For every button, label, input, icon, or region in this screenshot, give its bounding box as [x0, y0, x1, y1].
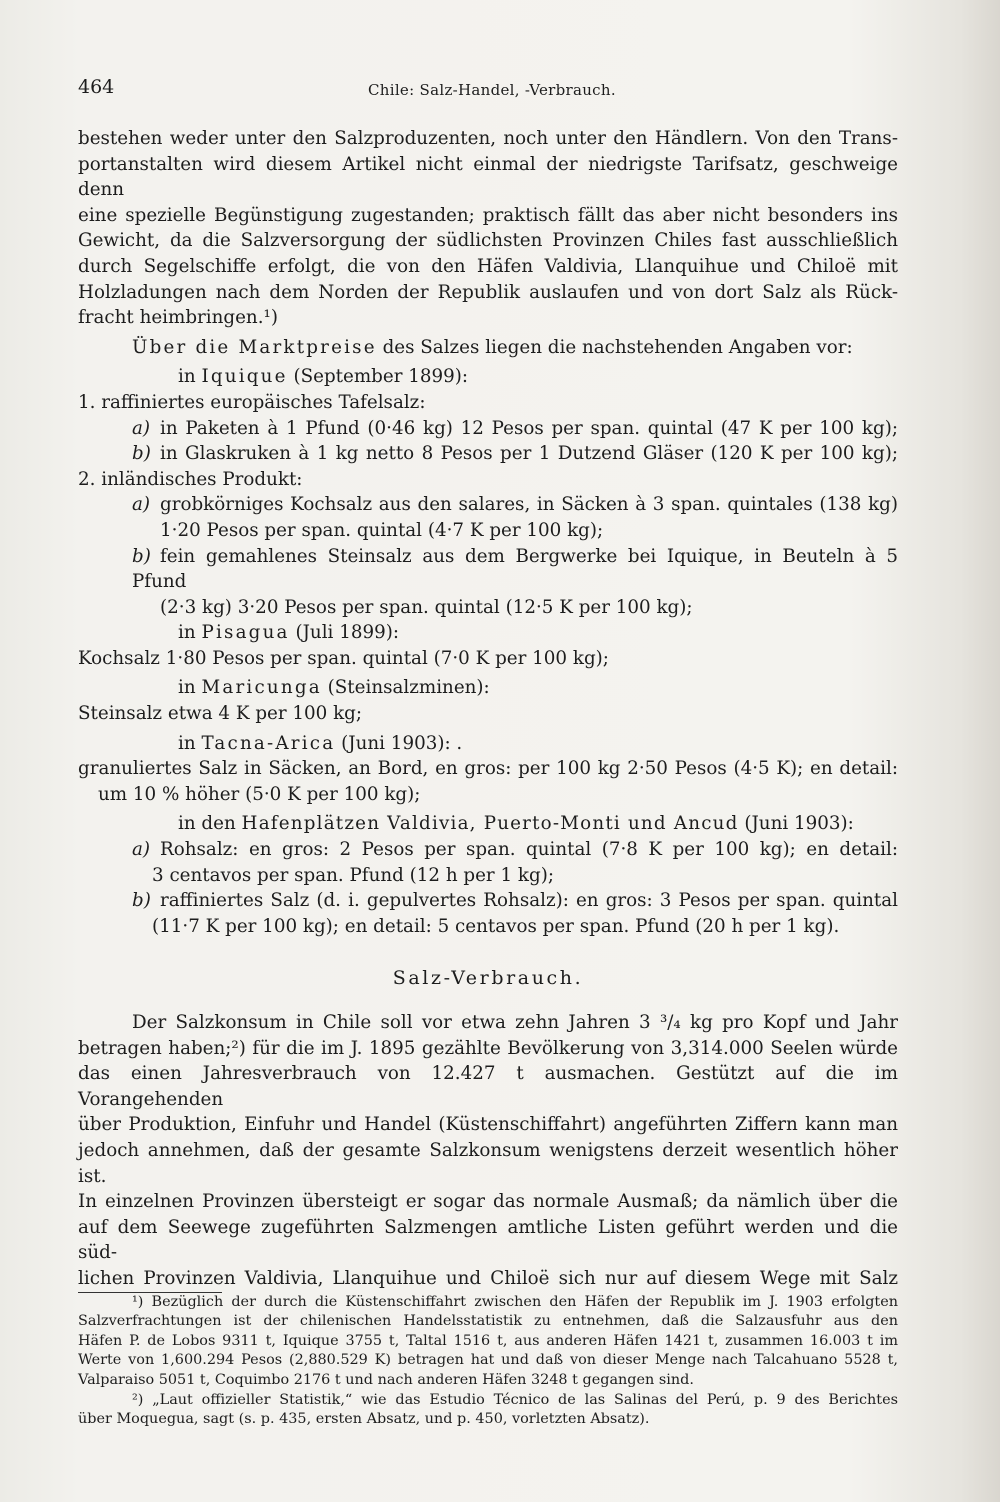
heading-place: Iquique	[201, 366, 288, 388]
item-label: b)	[132, 443, 151, 465]
tacna-heading	[78, 731, 898, 757]
section-paragraph	[78, 1010, 898, 1292]
item-label: a)	[132, 494, 151, 516]
iquique-item-2b-cont: (2·3 kg) 3·20 Pesos per span. quintal (12·5 K per 100 kg);	[160, 596, 693, 618]
item-text: in Glaskruken à 1 kg netto 8 Pesos per 1 Dutzend Gläser (120 K per 100 kg);	[160, 443, 898, 465]
item-label: a)	[132, 839, 151, 861]
item-label: a)	[132, 417, 151, 439]
item-text: grobkörniges Kochsalz aus den salares, in Säcken à 3 span. quintales (138 kg)	[160, 494, 898, 516]
prices-heading-spaced: Über die Marktpreise	[132, 336, 377, 358]
maricunga-heading	[78, 675, 898, 701]
iquique-item-2: 2. inländisches Produkt:	[78, 468, 303, 490]
pisagua-line: Kochsalz 1·80 Pesos per span. quintal (7·0 K per 100 kg);	[78, 647, 609, 669]
tacna-line-2: um 10 % höher (5·0 K per 100 kg);	[98, 783, 421, 805]
heading-prefix: in	[178, 732, 196, 754]
heading-date: (Steinsalzminen):	[327, 677, 490, 699]
text-line: Der Salzkonsum in Chile soll vor etwa zehn Jahren 3 ³/₄ kg pro Kopf und Jahr	[132, 1012, 898, 1033]
text-line: Gewicht, da die Salzversorgung der südlichsten Provinzen Chiles fast ausschließlich	[78, 230, 898, 252]
heading-prefix: in	[178, 366, 196, 388]
heading-prefix: in den	[178, 813, 236, 835]
iquique-item-2a	[78, 492, 898, 518]
hafen-item-b-cont: (11·7 K per 100 kg); en detail: 5 centavos per span. Pfund (20 h per 1 kg).	[152, 915, 840, 937]
footnote-line: Häfen P. de Lobos 9311 t, Iquique 3755 t, Taltal 1516 t, aus anderen Häfen 1421 t, zusammen 16.003 t im	[78, 1332, 898, 1349]
iquique-heading	[78, 364, 898, 390]
hafen-item-a	[78, 837, 898, 863]
heading-prefix: in	[178, 677, 196, 699]
maricunga-line: Steinsalz etwa 4 K per 100 kg;	[78, 703, 363, 725]
page-header	[78, 76, 898, 106]
text-line: portanstalten wird diesem Artikel nicht einmal der niedrigste Tarifsatz, geschweige denn	[78, 153, 898, 201]
footnote-line: Salzverfrachtungen ist der chilenischen Handelsstatistik zu entnehmen, daß die Salzausfuhr aus den	[78, 1313, 898, 1330]
pisagua-heading	[78, 620, 898, 646]
text-line: auf dem Seewege zugeführten Salzmengen amtliche Listen geführt werden und die süd-	[78, 1216, 898, 1264]
footnote-line: ²) „Laut offizieller Statistik,“ wie das Estudio Técnico de las Salinas del Perú, p. 9 des Berichtes	[132, 1391, 898, 1408]
heading-place: Pisagua	[201, 622, 290, 644]
hafen-item-a-cont: 3 centavos per span. Pfund (12 h per 1 kg);	[152, 864, 555, 886]
text-line: betragen haben;²) für die im J. 1895 gezählte Bevölkerung von 3,314.000 Seelen würde	[78, 1037, 898, 1059]
iquique-item-2a-cont: 1·20 Pesos per span. quintal (4·7 K per 100 kg);	[160, 519, 604, 541]
prices-heading	[78, 335, 898, 361]
text-line: über Produktion, Einfuhr und Handel (Küstenschiffahrt) angeführten Ziffern kann man	[78, 1114, 898, 1136]
text-line: bestehen weder unter den Salzproduzenten, noch unter den Händlern. Von den Trans-	[78, 128, 898, 149]
heading-date: (Juli 1899):	[295, 622, 400, 644]
intro-paragraph	[78, 126, 898, 331]
heading-date: (Juni 1903): .	[341, 732, 463, 754]
footnote-line: Werte von 1,600.294 Pesos (2,880.529 K) betragen hat und daß von dieser Menge nach Talcahuano 5528 t,	[78, 1352, 898, 1369]
footnote-line: ¹) Bezüglich der durch die Küstenschiffahrt zwischen den Häfen der Republik im J. 1903 erfolgten	[132, 1293, 898, 1310]
footnote-line: über Moquegua, sagt (s. p. 435, ersten Absatz, und p. 450, vorletzten Absatz).	[78, 1411, 650, 1428]
text-line: das einen Jahresverbrauch von 12.427 t ausmachen. Gestützt auf die im Vorangehenden	[78, 1063, 898, 1110]
heading-prefix: in	[178, 622, 196, 644]
item-text: raffiniertes Salz (d. i. gepulvertes Rohsalz): en gros: 3 Pesos per span. quintal	[160, 890, 898, 912]
hafen-item-b	[78, 888, 898, 914]
heading-place: Tacna-Arica	[201, 732, 336, 754]
text-line: In einzelnen Provinzen übersteigt er sogar das normale Ausmaß; da nämlich über die	[78, 1191, 898, 1213]
footnote-line: Valparaiso 5051 t, Coquimbo 2176 t und nach anderen Häfen 3248 t gegangen sind.	[78, 1371, 694, 1388]
heading-date: (September 1899):	[293, 366, 469, 388]
text-line: fracht heimbringen.¹)	[78, 307, 278, 329]
text-line: durch Segelschiffe erfolgt, die von den Häfen Valdivia, Llanquihue und Chiloë mit	[78, 255, 898, 277]
page-body	[78, 126, 898, 1430]
iquique-item-1a	[78, 416, 898, 442]
hafen-heading	[78, 811, 898, 837]
heading-place: Maricunga	[201, 677, 322, 699]
heading-place: Hafenplätzen Valdivia, Puerto-Monti und Ancud	[241, 813, 739, 835]
item-label: b)	[132, 545, 151, 567]
text-line: Holzladungen nach dem Norden der Republik auslaufen und von dort Salz als Rück-	[78, 281, 898, 303]
iquique-item-1b	[78, 441, 898, 467]
tacna-line-1: granuliertes Salz in Säcken, an Bord, en gros: per 100 kg 2·50 Pesos (4·5 K); en detail:	[78, 758, 898, 780]
page-number: 464	[78, 76, 115, 98]
iquique-item-1: 1. raffiniertes europäisches Tafelsalz:	[78, 391, 426, 413]
running-title: Chile: Salz-Handel, -Verbrauch.	[368, 81, 616, 99]
heading-date: (Juni 1903):	[744, 813, 854, 835]
text-line: eine spezielle Begünstigung zugestanden; praktisch fällt das aber nicht besonders ins	[78, 204, 898, 226]
text-line: jedoch annehmen, daß der gesamte Salzkonsum wenigstens derzeit wesentlich höher ist.	[78, 1139, 898, 1187]
text-line: lichen Provinzen Valdivia, Llanquihue und Chiloë sich nur auf diesem Wege mit Salz	[78, 1267, 898, 1289]
section-title: Salz-Verbrauch.	[392, 967, 584, 990]
item-label: b)	[132, 890, 151, 912]
item-text: in Paketen à 1 Pfund (0·46 kg) 12 Pesos per span. quintal (47 K per 100 kg);	[160, 417, 898, 439]
item-text: fein gemahlenes Steinsalz aus dem Bergwerke bei Iquique, in Beuteln à 5 Pfund	[132, 545, 898, 593]
iquique-item-2b	[78, 544, 898, 595]
item-text: Rohsalz: en gros: 2 Pesos per span. quintal (7·8 K per 100 kg); en detail:	[160, 839, 898, 861]
footnotes	[78, 1293, 898, 1430]
prices-heading-rest: des Salzes liegen die nachstehenden Angaben vor:	[382, 336, 853, 358]
